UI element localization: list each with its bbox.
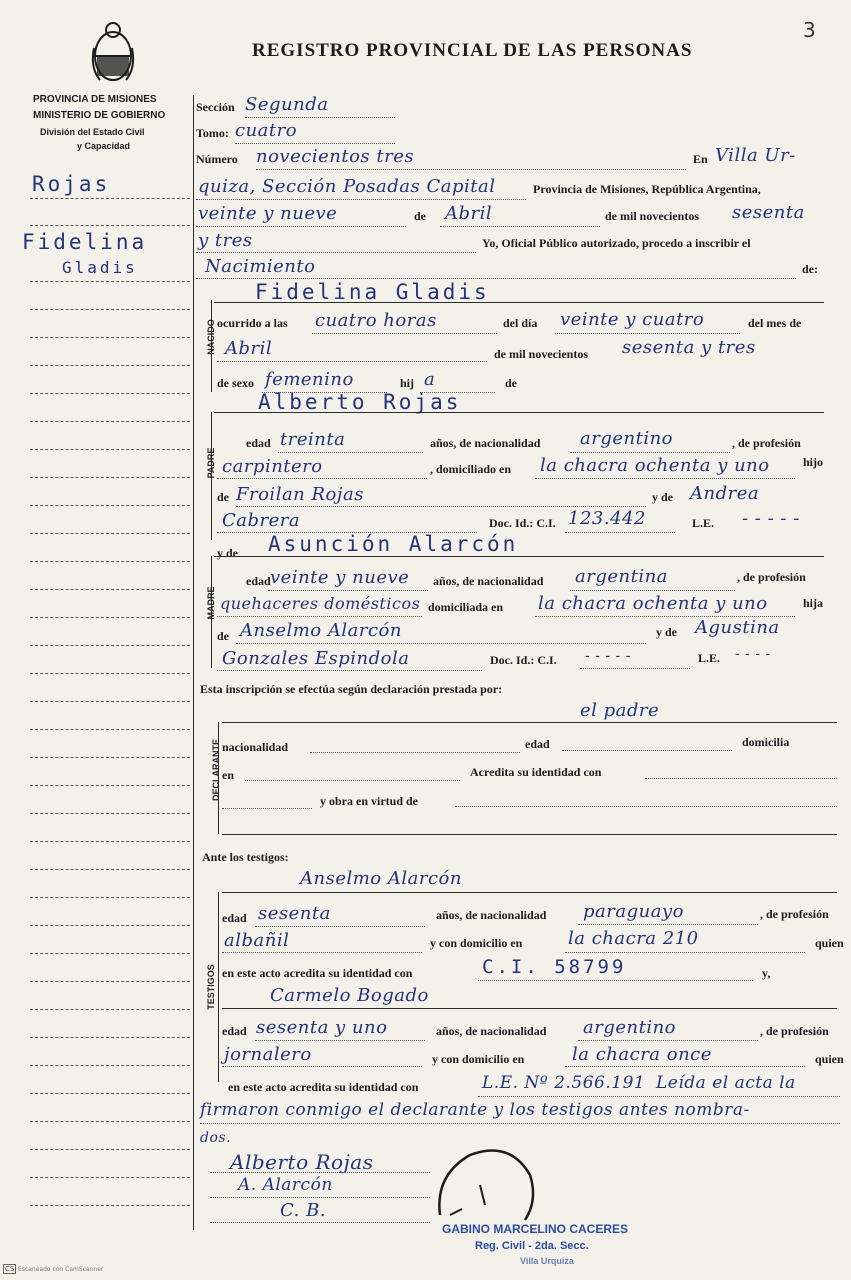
y-de-label: y de (652, 490, 673, 504)
abuela-paterna-cont: Cabrera (222, 510, 301, 531)
madre-domicilio: la chacra ochenta y uno (538, 593, 768, 614)
margin-rule (30, 1177, 190, 1178)
prof-label: , de profesión (760, 907, 829, 921)
column-divider (193, 95, 194, 1230)
en-value: Villa Ur- (715, 145, 796, 166)
testigo1-edad: sesenta (258, 903, 331, 924)
margin-rule (30, 561, 190, 562)
seccion-value: Segunda (245, 94, 329, 115)
oficial-nombre: GABINO MARCELINO CACERES (442, 1222, 629, 1236)
office-line: MINISTERIO DE GOBIERNO (33, 110, 166, 121)
margin-rule (30, 1009, 190, 1010)
anio-value: sesenta y tres (622, 337, 756, 358)
doc-label: Doc. Id.: C.I. (489, 516, 556, 530)
sexo-value: femenino (265, 369, 354, 390)
en-value-cont: quiza, Sección Posadas Capital (198, 176, 496, 197)
margin-rule (30, 198, 190, 199)
acredita-label: en este acto acredita su identidad con (222, 966, 413, 980)
testigo1-nacionalidad: paraguayo (583, 901, 684, 922)
acredita-label: en este acto acredita su identidad con (228, 1080, 419, 1094)
margin-surname: Rojas (32, 172, 111, 196)
margin-rule (30, 841, 190, 842)
margin-rule (30, 869, 190, 870)
quien-label: quien (815, 1052, 844, 1066)
provincia-text: Provincia de Misiones, República Argentina, (533, 182, 761, 196)
testigo2-domicilio: la chacra once (572, 1044, 712, 1065)
margin-rule (30, 421, 190, 422)
closing-text: Leída el acta la (656, 1073, 796, 1093)
padre-le: - - - - - (742, 508, 800, 529)
le-label: L.E. (692, 516, 715, 530)
de-colon: de: (802, 262, 818, 276)
office-line: PROVINCIA DE MISIONES (33, 94, 157, 105)
del-dia-label: del día (503, 316, 538, 330)
testigo1-doc: C.I. 58799 (482, 956, 627, 978)
margin-rule (30, 701, 190, 702)
del-mes-label: del mes de (748, 316, 802, 330)
acredita-label: Acredita su identidad con (470, 765, 602, 779)
hora-value: cuatro horas (315, 310, 437, 331)
fecha-mes: Abril (445, 203, 493, 224)
madre-tab: MADRE (206, 586, 216, 620)
edad-label: edad (222, 1024, 247, 1038)
margin-rule (30, 505, 190, 506)
oficial-text: Yo, Oficial Público autorizado, procedo a inscribir el (482, 236, 751, 250)
testigos-tab: TESTIGOS (206, 964, 216, 1010)
oficial-cargo: Reg. Civil - 2da. Secc. (475, 1240, 589, 1252)
hija-label: hija (803, 596, 824, 610)
madre-profesion: quehaceres domésticos (220, 594, 421, 613)
testigos-intro: Ante los testigos: (202, 850, 289, 864)
margin-given-name: Gladis (62, 258, 138, 277)
testigo2-nacionalidad: argentino (583, 1017, 677, 1038)
margin-rule (30, 1093, 190, 1094)
y-de-label: y de (217, 546, 238, 560)
madre-nacionalidad: argentina (575, 566, 668, 587)
y-label: y, (762, 966, 771, 980)
mes-value: Abril (225, 338, 273, 359)
firma-testigo2: C. B. (280, 1200, 327, 1221)
margin-rule (30, 1065, 190, 1066)
tomo-value: cuatro (235, 120, 298, 141)
edad-label: edad (222, 911, 247, 925)
de-label: de (505, 376, 517, 390)
madre-nombre: Asunción Alarcón (268, 532, 519, 556)
padre-domicilio: la chacra ochenta y uno (540, 455, 770, 476)
testigo1-profesion: albañil (224, 930, 290, 951)
ocurrido-label: ocurrido a las (217, 316, 288, 330)
declarante-value: el padre (580, 700, 660, 721)
sexo-label: de sexo (217, 376, 254, 390)
nombre-inscripto: Fidelina Gladis (255, 280, 490, 304)
fecha-dia: veinte y nueve (198, 203, 338, 224)
margin-rule (30, 813, 190, 814)
en-label: En (693, 152, 708, 166)
abuelo-materno: Anselmo Alarcón (240, 620, 402, 641)
acto-value: Nacimiento (205, 256, 316, 277)
de-label: de (217, 490, 229, 504)
declarante-intro: Esta inscripción se efectúa según declaración prestada por: (200, 682, 503, 696)
page-number: 3 (803, 18, 816, 42)
numero-value: novecientos tres (256, 146, 415, 167)
margin-rule (30, 1037, 190, 1038)
nac-label: años, de nacionalidad (436, 908, 547, 922)
fecha-anio-cont: y tres (198, 230, 253, 251)
hijo-label: hijo (803, 455, 824, 469)
margin-rule (30, 309, 190, 310)
scanner-logo-icon: CS (5, 1265, 15, 1273)
padre-tab: PADRE (206, 447, 216, 479)
margin-rule (30, 1121, 190, 1122)
abuela-materna-cont: Gonzales Espindola (222, 648, 410, 669)
madre-le: - - - - (735, 646, 771, 662)
de-label: de (414, 209, 426, 223)
margin-given-name: Fidelina (22, 230, 148, 254)
edad-label: edad (246, 574, 271, 588)
closing-text: firmaron conmigo el declarante y los testigos antes nombra- (200, 1100, 750, 1120)
closing-text: dos. (200, 1130, 232, 1146)
office-line: y Capacidad (77, 141, 131, 151)
margin-rule (30, 897, 190, 898)
coat-of-arms-icon (88, 18, 138, 88)
dom-label: domiciliada en (428, 600, 504, 614)
padre-edad: treinta (280, 429, 346, 450)
padre-profesion: carpintero (222, 456, 323, 477)
abuela-paterna: Andrea (690, 483, 760, 504)
margin-rule (30, 281, 190, 282)
margin-rule (30, 785, 190, 786)
margin-rule (30, 477, 190, 478)
oficial-signature-icon (430, 1145, 540, 1225)
padre-nacionalidad: argentino (580, 428, 674, 449)
scanner-text: Escaneado con CamScanner (18, 1266, 104, 1273)
testigo2-doc: L.E. Nº 2.566.191 (482, 1073, 646, 1093)
testigo1-domicilio: la chacra 210 (568, 928, 699, 949)
prof-label: , de profesión (737, 570, 806, 584)
nac-label: nacionalidad (222, 740, 289, 754)
doc-label: Doc. Id.: C.I. (490, 653, 557, 667)
firma-declarante: Alberto Rojas (230, 1150, 374, 1174)
testigo2-edad: sesenta y uno (256, 1017, 388, 1038)
margin-rule (30, 1149, 190, 1150)
madre-edad: veinte y nueve (270, 567, 410, 588)
margin-rule (30, 337, 190, 338)
le-label: L.E. (698, 651, 721, 665)
margin-rule (30, 925, 190, 926)
testigo2-nombre: Carmelo Bogado (270, 985, 429, 1006)
quien-label: quien (815, 936, 844, 950)
virtud-label: y obra en virtud de (320, 794, 419, 808)
nac-label: años, de nacionalidad (436, 1024, 547, 1038)
dia-value: veinte y cuatro (560, 309, 705, 330)
mil-label: de mil novecientos (494, 347, 588, 361)
nac-label: años, de nacionalidad (430, 436, 541, 450)
hij-value: a (424, 369, 436, 390)
edad-label: edad (525, 737, 550, 751)
padre-nombre: Alberto Rojas (258, 390, 462, 414)
prof-label: , de profesión (732, 436, 801, 450)
numero-label: Número (196, 152, 238, 166)
testigo2-profesion: jornalero (224, 1044, 312, 1065)
margin-rule (30, 1205, 190, 1206)
margin-rule (30, 225, 190, 226)
margin-rule (30, 533, 190, 534)
margin-rule (30, 757, 190, 758)
margin-rule (30, 981, 190, 982)
margin-rule (30, 673, 190, 674)
margin-rule (30, 953, 190, 954)
fecha-anio: sesenta (732, 202, 805, 223)
en-label: en (222, 768, 234, 782)
margin-rule (30, 449, 190, 450)
margin-rule (30, 365, 190, 366)
hij-label: hij (400, 376, 415, 390)
nac-label: años, de nacionalidad (433, 574, 544, 588)
madre-doc: - - - - - (585, 648, 631, 664)
dom-label: domicilia (742, 735, 790, 749)
abuela-materna: Agustina (695, 617, 780, 638)
prof-label: , de profesión (760, 1024, 829, 1038)
mil-label: de mil novecientos (605, 209, 699, 223)
abuelo-paterno: Froilan Rojas (236, 484, 364, 505)
padre-doc: 123.442 (568, 508, 646, 529)
margin-rule (30, 645, 190, 646)
margin-rule (30, 589, 190, 590)
dom-label: y con domicilio en (430, 936, 523, 950)
office-line: División del Estado Civil (40, 127, 145, 137)
dom-label: y con domicilio en (432, 1052, 525, 1066)
oficial-lugar: Villa Urquiza (520, 1256, 574, 1266)
testigo1-nombre: Anselmo Alarcón (300, 868, 462, 889)
tomo-label: Tomo: (196, 126, 229, 140)
nacido-tab: NACIDO (206, 319, 216, 355)
de-label: de (217, 629, 229, 643)
seccion-label: Sección (196, 100, 235, 114)
dom-label: , domiciliado en (430, 462, 512, 476)
document-title: REGISTRO PROVINCIAL DE LAS PERSONAS (252, 40, 693, 61)
margin-rule (30, 729, 190, 730)
declarante-tab: DECLARANTE (211, 739, 221, 801)
edad-label: edad (246, 436, 271, 450)
margin-rule (30, 617, 190, 618)
firma-testigo1: A. Alarcón (238, 1175, 333, 1195)
margin-rule (30, 393, 190, 394)
y-de-label: y de (656, 625, 677, 639)
